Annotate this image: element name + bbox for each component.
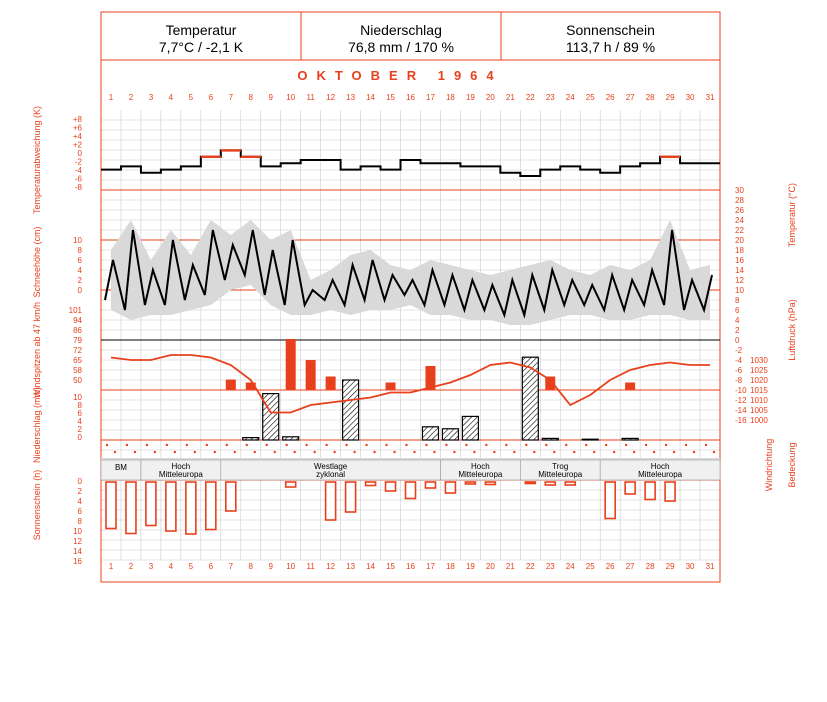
wind-dot <box>114 451 116 453</box>
header-precipitation-value: 76,8 mm / 170 % <box>348 39 454 55</box>
sunshine-tick: 12 <box>73 537 82 546</box>
sunshine-bar <box>146 482 156 526</box>
pressure-tick: 1005 <box>750 406 768 415</box>
day-label-bottom: 26 <box>605 562 615 571</box>
wind-dot <box>214 451 216 453</box>
weather-type-label: Mitteleuropa <box>638 470 683 479</box>
temp-tick: 26 <box>735 206 744 215</box>
wind-gust-bar <box>326 377 336 391</box>
wind-gust-bar <box>226 380 236 391</box>
wind-gust-bar <box>386 383 396 391</box>
day-label-top: 7 <box>228 93 234 102</box>
sunshine-bar <box>206 482 216 530</box>
wind-dot <box>445 444 447 446</box>
day-label-bottom: 7 <box>228 562 234 571</box>
day-label-bottom: 16 <box>406 562 415 571</box>
wind-dot <box>146 444 148 446</box>
sunshine-bar <box>605 482 615 519</box>
wind-dot <box>713 451 715 453</box>
left-axis-title: Windspitzen ab 47 km/h <box>32 301 42 399</box>
precip-bar <box>542 438 558 440</box>
wind-dot <box>585 444 587 446</box>
pressure-tick: 1010 <box>750 396 768 405</box>
wind-dot <box>293 451 295 453</box>
wind-tick: 65 <box>73 356 82 365</box>
temp-deviation-tick: -8 <box>74 183 82 192</box>
weather-type-label: Trog <box>552 462 569 471</box>
pressure-tick: 1020 <box>750 376 768 385</box>
day-label-top: 28 <box>645 93 655 102</box>
wind-dot <box>693 451 695 453</box>
day-label-bottom: 14 <box>366 562 376 571</box>
wind-dot <box>365 444 367 446</box>
sunshine-bar <box>226 482 236 511</box>
temp-deviation-line <box>101 150 720 176</box>
day-label-bottom: 31 <box>705 562 715 571</box>
temp-tick: -14 <box>735 406 747 415</box>
temp-tick: -10 <box>735 386 747 395</box>
wind-dot <box>625 444 627 446</box>
wind-dot <box>593 451 595 453</box>
left-axis-ticks <box>69 115 83 566</box>
day-label-top: 14 <box>366 93 376 102</box>
wind-dot <box>313 451 315 453</box>
wind-dot <box>274 451 276 453</box>
day-label-top: 16 <box>406 93 415 102</box>
wind-dot <box>134 451 136 453</box>
temp-tick: 24 <box>735 216 744 225</box>
precip-bar <box>283 437 299 440</box>
day-label-top: 3 <box>148 93 154 102</box>
day-label-bottom: 10 <box>286 562 296 571</box>
precip-bar <box>522 357 538 440</box>
snow-tick: 6 <box>77 256 82 265</box>
precip-bar <box>582 439 598 440</box>
precip-tick: 2 <box>77 425 82 434</box>
weather-type-label: Mitteleuropa <box>458 470 503 479</box>
day-label-top: 30 <box>685 93 695 102</box>
temp-tick: 30 <box>735 186 744 195</box>
precip-tick: 6 <box>77 409 82 418</box>
day-label-bottom: 6 <box>208 562 214 571</box>
wind-dot <box>226 444 228 446</box>
wind-dot <box>533 451 535 453</box>
day-label-bottom: 1 <box>108 562 114 571</box>
day-label-bottom: 23 <box>545 562 555 571</box>
wind-dot <box>305 444 307 446</box>
wind-dot <box>186 444 188 446</box>
right-axis-ticks <box>735 186 768 425</box>
header-sunshine-value: 113,7 h / 89 % <box>565 39 656 55</box>
sunshine-bar <box>665 482 675 501</box>
day-label-top: 12 <box>326 93 336 102</box>
wind-dot <box>513 451 515 453</box>
temp-deviation-tick: +4 <box>72 132 82 141</box>
wind-tick: 86 <box>73 326 82 335</box>
temp-tick: 16 <box>735 256 744 265</box>
header-sunshine <box>501 12 720 60</box>
sunshine-tick: 16 <box>73 557 82 566</box>
sunshine-tick: 8 <box>77 517 82 526</box>
day-label-top: 29 <box>665 93 675 102</box>
wind-dot <box>665 444 667 446</box>
snow-tick: 0 <box>77 286 82 295</box>
temp-tick: -16 <box>735 416 747 425</box>
day-label-bottom: 9 <box>268 562 273 571</box>
sunshine-bar <box>346 482 356 512</box>
day-label-top: 21 <box>505 93 515 102</box>
wind-dot <box>373 451 375 453</box>
sunshine-bar <box>465 482 475 484</box>
wind-dot <box>473 451 475 453</box>
sunshine-tick: 14 <box>73 547 82 556</box>
day-label-top: 26 <box>605 93 615 102</box>
day-label-bottom: 13 <box>346 562 356 571</box>
wind-dot <box>613 451 615 453</box>
day-label-top: 9 <box>268 93 273 102</box>
temp-tick: -4 <box>735 356 743 365</box>
wind-gust-bar <box>286 339 296 390</box>
temp-tick: 14 <box>735 266 744 275</box>
temp-tick: 18 <box>735 246 744 255</box>
wind-dot <box>246 444 248 446</box>
wind-dot <box>673 451 675 453</box>
wind-dot <box>413 451 415 453</box>
wind-dot <box>174 451 176 453</box>
wind-dot <box>705 444 707 446</box>
wind-dot <box>106 444 108 446</box>
pressure-tick: 1025 <box>750 366 768 375</box>
sunshine-bar <box>286 482 296 487</box>
day-label-bottom: 8 <box>248 562 253 571</box>
temp-tick: 4 <box>735 316 740 325</box>
wind-dot <box>605 444 607 446</box>
temp-tick: -6 <box>735 366 743 375</box>
snow-tick: 10 <box>73 236 82 245</box>
wind-tick: 101 <box>68 306 82 315</box>
day-label-top: 2 <box>128 93 134 102</box>
temp-tick: 22 <box>735 226 744 235</box>
temp-deviation-tick: -2 <box>74 157 82 167</box>
snow-tick: 2 <box>77 276 82 285</box>
sunshine-bar <box>525 482 535 484</box>
sunshine-bar <box>445 482 455 493</box>
wind-dot <box>493 451 495 453</box>
precip-bar <box>343 380 359 440</box>
wind-dot <box>285 444 287 446</box>
wind-dot <box>194 451 196 453</box>
header-temperature-label: Temperatur <box>165 22 237 38</box>
weather-type-label: zyklonal <box>316 470 346 479</box>
header-precipitation <box>301 12 501 60</box>
day-label-bottom: 24 <box>565 562 575 571</box>
precip-bar <box>462 416 478 440</box>
temp-tick: 10 <box>735 286 744 295</box>
sunshine-bar <box>386 482 396 491</box>
temp-deviation-tick: -6 <box>74 174 82 184</box>
wind-dot <box>325 444 327 446</box>
wind-dot <box>465 444 467 446</box>
temp-tick: -12 <box>735 396 747 405</box>
day-label-top: 4 <box>168 93 174 102</box>
snow-tick: 4 <box>77 266 82 275</box>
temp-deviation-tick: +2 <box>72 140 82 150</box>
day-label-bottom: 27 <box>625 562 635 571</box>
day-label-bottom: 2 <box>128 562 134 571</box>
wind-dot <box>126 444 128 446</box>
month-title: OKTOBER 1964 <box>297 68 503 83</box>
temp-deviation-tick: +8 <box>72 115 82 124</box>
precip-tick: 4 <box>77 417 82 426</box>
wind-dot <box>254 451 256 453</box>
temp-tick: 8 <box>735 296 740 305</box>
left-axis-title: Schneehöhe (cm) <box>32 226 42 298</box>
header-temperature <box>101 12 301 60</box>
wind-tick: 79 <box>73 336 82 345</box>
wind-dot <box>553 451 555 453</box>
day-label-bottom: 21 <box>505 562 515 571</box>
wind-gust-bar <box>306 360 316 390</box>
day-label-top: 23 <box>545 93 555 102</box>
sunshine-bar <box>366 482 376 486</box>
day-label-top: 13 <box>346 93 356 102</box>
sunshine-bar <box>545 482 555 485</box>
wind-dot <box>393 451 395 453</box>
day-label-bottom: 17 <box>426 562 435 571</box>
sunshine-bar <box>565 482 575 485</box>
precip-tick: 8 <box>77 401 82 410</box>
temp-tick: 2 <box>735 326 740 335</box>
wind-dot <box>505 444 507 446</box>
precip-tick: 10 <box>73 393 82 402</box>
right-axis-title: Temperatur (°C) <box>787 182 797 248</box>
header-precipitation-label: Niederschlag <box>360 22 442 38</box>
day-label-bottom: 20 <box>485 562 495 571</box>
wind-dot <box>485 444 487 446</box>
wind-dot <box>206 444 208 446</box>
weather-type-label: BM <box>114 463 127 472</box>
wind-dot <box>565 444 567 446</box>
temp-tick: -8 <box>735 376 743 385</box>
sunshine-tick: 4 <box>77 497 82 506</box>
day-label-bottom: 19 <box>465 562 475 571</box>
precip-bar <box>622 438 638 440</box>
day-label-bottom: 25 <box>585 562 595 571</box>
day-label-top: 25 <box>585 93 595 102</box>
sunshine-bar <box>625 482 635 494</box>
wind-dot <box>645 444 647 446</box>
wind-dot <box>333 451 335 453</box>
temp-tick: 12 <box>735 276 744 285</box>
day-label-top: 20 <box>485 93 495 102</box>
day-label-top: 18 <box>445 93 455 102</box>
temp-tick: -2 <box>735 346 743 355</box>
day-label-bottom: 28 <box>645 562 655 571</box>
day-label-top: 8 <box>248 93 253 102</box>
wind-dot <box>525 444 527 446</box>
wind-tick: 72 <box>73 346 82 355</box>
day-label-bottom: 30 <box>685 562 695 571</box>
sunshine-tick: 2 <box>77 487 82 496</box>
wind-dot <box>345 444 347 446</box>
sunshine-bar <box>485 482 495 485</box>
sunshine-bar <box>406 482 416 499</box>
wind-dot <box>685 444 687 446</box>
day-label-bottom: 5 <box>188 562 194 571</box>
wind-dot <box>573 451 575 453</box>
sunshine-bar <box>326 482 336 520</box>
precip-bar <box>263 394 279 440</box>
wind-dot <box>234 451 236 453</box>
wind-dot <box>385 444 387 446</box>
right-axis-title: Windrichtung <box>764 438 774 492</box>
sunshine-tick: 0 <box>77 477 82 486</box>
wind-gust-bar <box>625 383 635 391</box>
precip-bar <box>243 438 259 440</box>
left-axis-title: Temperaturabweichung (K) <box>32 105 42 215</box>
pressure-tick: 1015 <box>750 386 768 395</box>
wind-dot <box>633 451 635 453</box>
temp-tick: 20 <box>735 236 744 245</box>
sunshine-tick: 10 <box>73 527 82 536</box>
precip-bar <box>442 429 458 440</box>
temp-deviation-tick: -4 <box>74 166 82 175</box>
weather-type-label: Hoch <box>171 462 191 471</box>
sunshine-bar <box>106 482 116 529</box>
sunshine-bar <box>166 482 176 531</box>
weather-type-label: Mitteleuropa <box>538 470 583 479</box>
wind-dot <box>545 444 547 446</box>
temp-deviation-tick: 0 <box>77 149 82 158</box>
pressure-tick: 1030 <box>750 356 768 365</box>
wind-tick: 50 <box>73 376 82 385</box>
day-label-top: 27 <box>625 93 635 102</box>
temp-tick: 0 <box>735 336 740 345</box>
right-axis-title: Bedeckung <box>787 442 797 488</box>
pressure-tick: 1000 <box>750 416 768 425</box>
day-label-bottom: 22 <box>525 562 535 571</box>
day-label-top: 19 <box>465 93 475 102</box>
day-label-top: 15 <box>386 93 395 102</box>
wind-dot <box>154 451 156 453</box>
day-label-top: 10 <box>286 93 296 102</box>
sunshine-bar <box>186 482 196 534</box>
wind-dot <box>653 451 655 453</box>
left-axis-title: Sonnenschein (h) <box>32 469 42 541</box>
day-label-top: 17 <box>426 93 435 102</box>
wind-dot <box>166 444 168 446</box>
day-label-bottom: 18 <box>445 562 455 571</box>
day-label-bottom: 29 <box>665 562 675 571</box>
wind-dot <box>433 451 435 453</box>
precip-tick: 0 <box>77 433 82 442</box>
wind-dot <box>266 444 268 446</box>
wind-tick: 58 <box>73 366 82 375</box>
header-temperature-value: 7,7°C / -2,1 K <box>158 39 244 55</box>
temp-tick: 28 <box>735 196 744 205</box>
weather-type-label: Mitteleuropa <box>158 470 203 479</box>
precip-bar <box>422 427 438 440</box>
sunshine-bar <box>126 482 136 534</box>
wind-dot <box>453 451 455 453</box>
day-label-top: 22 <box>525 93 535 102</box>
day-label-top: 5 <box>188 93 194 102</box>
temp-deviation-tick: +6 <box>72 123 82 133</box>
snow-tick: 8 <box>77 246 82 255</box>
weather-type-label: Hoch <box>650 462 670 471</box>
right-axis-title: Luftdruck (hPa) <box>787 299 797 361</box>
weather-type-label: Hoch <box>471 462 490 471</box>
day-label-top: 24 <box>565 93 575 102</box>
wind-dot <box>353 451 355 453</box>
sunshine-bar <box>645 482 655 500</box>
wind-dot <box>425 444 427 446</box>
temp-tick: 6 <box>735 306 740 315</box>
day-label-bottom: 11 <box>306 562 315 571</box>
weather-type-label: Westlage <box>314 462 348 471</box>
wind-dot <box>405 444 407 446</box>
day-label-top: 11 <box>306 93 315 102</box>
day-label-bottom: 3 <box>148 562 154 571</box>
day-label-bottom: 15 <box>386 562 395 571</box>
day-label-bottom: 12 <box>326 562 336 571</box>
sunshine-tick: 6 <box>77 507 82 516</box>
day-label-bottom: 4 <box>168 562 174 571</box>
header-sunshine-label: Sonnenschein <box>566 22 655 38</box>
day-label-top: 6 <box>208 93 214 102</box>
wind-tick: 94 <box>73 316 82 325</box>
day-label-top: 31 <box>705 93 715 102</box>
left-axis-title: Niederschlag (mm) <box>32 386 42 464</box>
sunshine-bar <box>425 482 435 488</box>
day-label-top: 1 <box>108 93 114 102</box>
